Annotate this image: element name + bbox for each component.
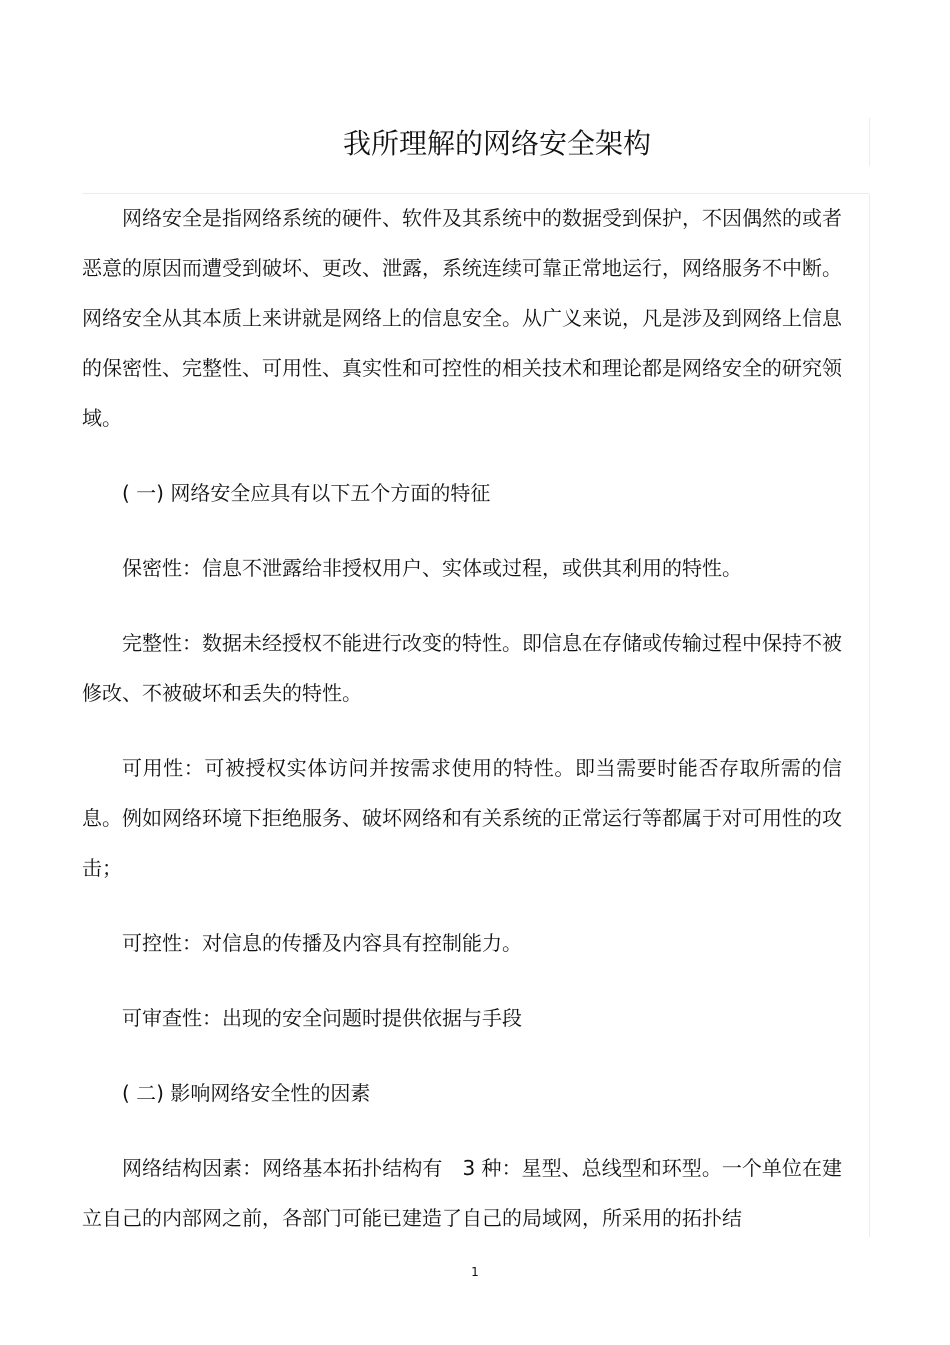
document-title: 我所理解的网络安全架构 [342, 127, 651, 160]
paragraph-confidentiality: 保密性：信息不泄露给非授权用户、实体或过程，或供其利用的特性。 [122, 556, 742, 580]
paragraph-controllability: 可控性：对信息的传播及内容具有控制能力。 [122, 931, 522, 955]
paragraph-network-structure: 网络结构因素：网络基本拓扑结构有 3 种：星型、总线型和环型。一个单位在建立自己的内部网之前，各部门可能已建造了自己的局域网，所采用的拓扑结 [82, 1156, 842, 1230]
paragraph-availability: 可用性：可被授权实体访问并按需求使用的特性。即当需要时能否存取所需的信息。例如网络环境下拒绝服务、破坏网络和有关系统的正常运行等都属于对可用性的攻击； [82, 756, 842, 880]
document-body [82, 193, 842, 1268]
page-number: 1 [471, 1265, 479, 1279]
section-heading-features: ( 一) 网络安全应具有以下五个方面的特征 [122, 481, 491, 505]
paragraph-intro: 网络安全是指网络系统的硬件、软件及其系统中的数据受到保护，不因偶然的或者恶意的原因而遭受到破坏、更改、泄露，系统连续可靠正常地运行，网络服务不中断。网络安全从其本质上来讲就是网络上的信息安全。从广义来说，凡是涉及到网络上信息的保密性、完整性、可用性、真实性和可控性的相关技术和理论都是网络安全的研究领域。 [82, 206, 842, 430]
paragraph-integrity: 完整性：数据未经授权不能进行改变的特性。即信息在存储或传输过程中保持不被修改、不被破坏和丢失的特性。 [82, 631, 842, 705]
body-vertical-rule [869, 194, 870, 1237]
section-heading-factors: ( 二) 影响网络安全性的因素 [122, 1081, 371, 1105]
paragraph-auditability: 可审查性：出现的安全问题时提供依据与手段 [122, 1006, 522, 1030]
